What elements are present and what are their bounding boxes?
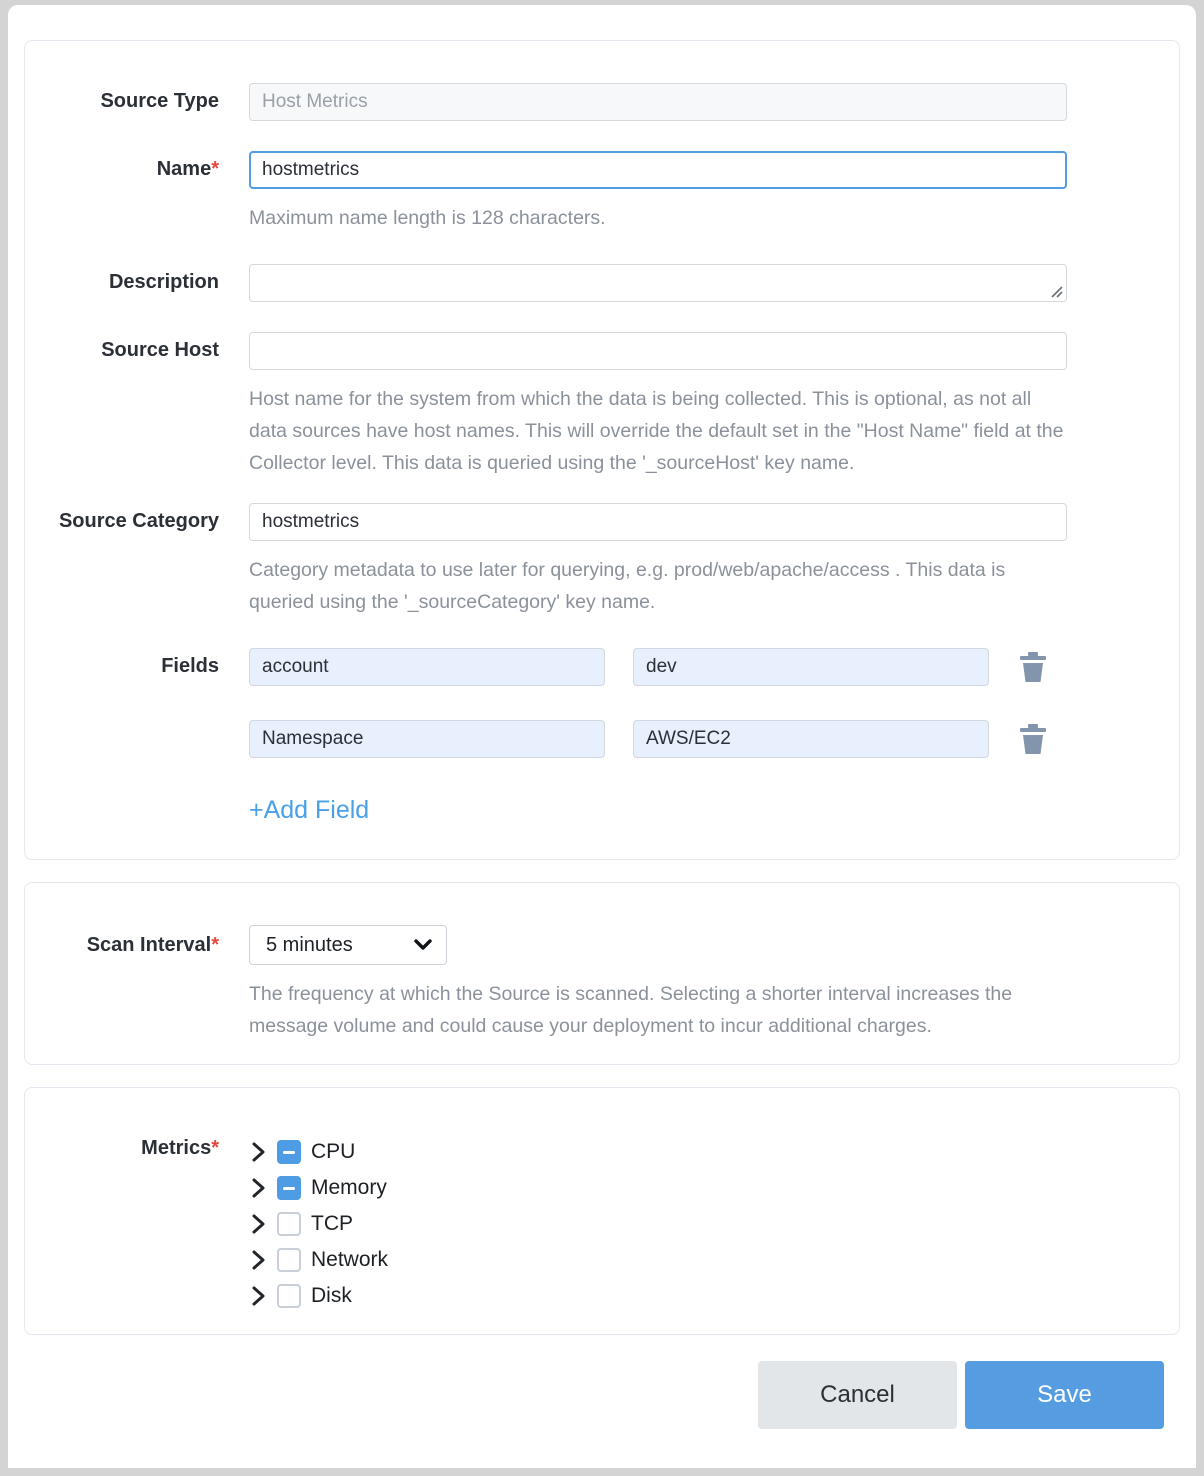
description-row	[25, 264, 1179, 302]
metrics-row	[25, 1132, 1179, 1314]
metric-checkbox[interactable]	[277, 1176, 301, 1200]
scan-interval-card	[24, 882, 1180, 1065]
metric-label: CPU	[311, 1140, 356, 1163]
metric-checkbox[interactable]	[277, 1140, 301, 1164]
source-host-label: Source Host	[101, 339, 219, 361]
required-asterisk: *	[211, 934, 219, 956]
scan-interval-help-text: The frequency at which the Source is scanned. Selecting a shorter interval increases the message volume and could cause your deployment to incur additional charges.	[249, 983, 1013, 1037]
metric-checkbox[interactable]	[277, 1212, 301, 1236]
metric-row-network	[249, 1242, 1067, 1278]
source-type-label: Source Type	[100, 90, 219, 112]
metric-row-cpu	[249, 1134, 1067, 1170]
field-key-input[interactable]	[249, 720, 605, 758]
cancel-button[interactable]: Cancel	[758, 1361, 957, 1429]
chevron-down-icon	[414, 939, 432, 951]
required-asterisk: *	[211, 1137, 219, 1159]
source-category-help-text: Category metadata to use later for querying, e.g. prod/web/apache/access . This data is queried using the '_sourceCategory' key name.	[249, 559, 1006, 613]
add-field-link[interactable]: +Add Field	[249, 796, 370, 824]
scan-interval-row	[25, 925, 1179, 1042]
source-host-help-text: Host name for the system from which the data is being collected. This is optional, as not all data sources have host names. This will override the default set in the "Host Name" field at the Collector level. This data is queried using the '_sourceHost' key name.	[249, 388, 1064, 474]
source-category-input[interactable]	[249, 503, 1067, 541]
form-actions	[24, 1361, 1180, 1429]
source-type-input	[249, 83, 1067, 121]
source-category-label: Source Category	[58, 510, 219, 532]
expand-chevron-right-icon[interactable]	[249, 1143, 267, 1161]
metrics-label: Metrics	[141, 1137, 212, 1159]
source-host-row	[25, 332, 1179, 479]
field-value-input[interactable]	[633, 720, 989, 758]
source-category-row	[25, 503, 1179, 618]
trash-icon	[1019, 723, 1047, 755]
description-label: Description	[108, 271, 219, 293]
field-key-input[interactable]	[249, 648, 605, 686]
metrics-card	[24, 1087, 1180, 1335]
general-settings-card	[24, 40, 1180, 860]
metric-label: Network	[311, 1248, 389, 1271]
metric-row-tcp	[249, 1206, 1067, 1242]
scan-interval-select[interactable]	[249, 925, 447, 965]
expand-chevron-right-icon[interactable]	[249, 1215, 267, 1233]
expand-chevron-right-icon[interactable]	[249, 1179, 267, 1197]
field-pair-row	[249, 720, 1067, 758]
source-config-panel	[8, 5, 1196, 1468]
delete-field-button[interactable]	[1017, 649, 1049, 685]
source-host-input[interactable]	[249, 332, 1067, 370]
field-value-input[interactable]	[633, 648, 989, 686]
delete-field-button[interactable]	[1017, 721, 1049, 757]
metric-checkbox[interactable]	[277, 1284, 301, 1308]
name-help-text: Maximum name length is 128 characters.	[249, 207, 606, 229]
source-type-row	[25, 83, 1179, 121]
metric-label: Memory	[311, 1176, 387, 1199]
description-textarea[interactable]	[249, 264, 1067, 302]
metric-row-disk	[249, 1278, 1067, 1314]
name-row	[25, 151, 1179, 234]
scan-interval-label: Scan Interval	[86, 934, 212, 956]
metric-checkbox[interactable]	[277, 1248, 301, 1272]
metrics-tree	[249, 1132, 1067, 1314]
metric-label: TCP	[311, 1212, 353, 1235]
name-input[interactable]	[249, 151, 1067, 189]
metric-label: Disk	[311, 1284, 352, 1307]
scan-interval-value: 5 minutes	[266, 933, 353, 956]
fields-label: Fields	[161, 655, 219, 677]
required-asterisk: *	[211, 158, 219, 180]
expand-chevron-right-icon[interactable]	[249, 1287, 267, 1305]
trash-icon	[1019, 651, 1047, 683]
name-label: Name	[156, 158, 212, 180]
field-pair-row	[249, 648, 1067, 686]
expand-chevron-right-icon[interactable]	[249, 1251, 267, 1269]
metric-row-memory	[249, 1170, 1067, 1206]
fields-row	[25, 648, 1179, 825]
save-button[interactable]: Save	[965, 1361, 1164, 1429]
